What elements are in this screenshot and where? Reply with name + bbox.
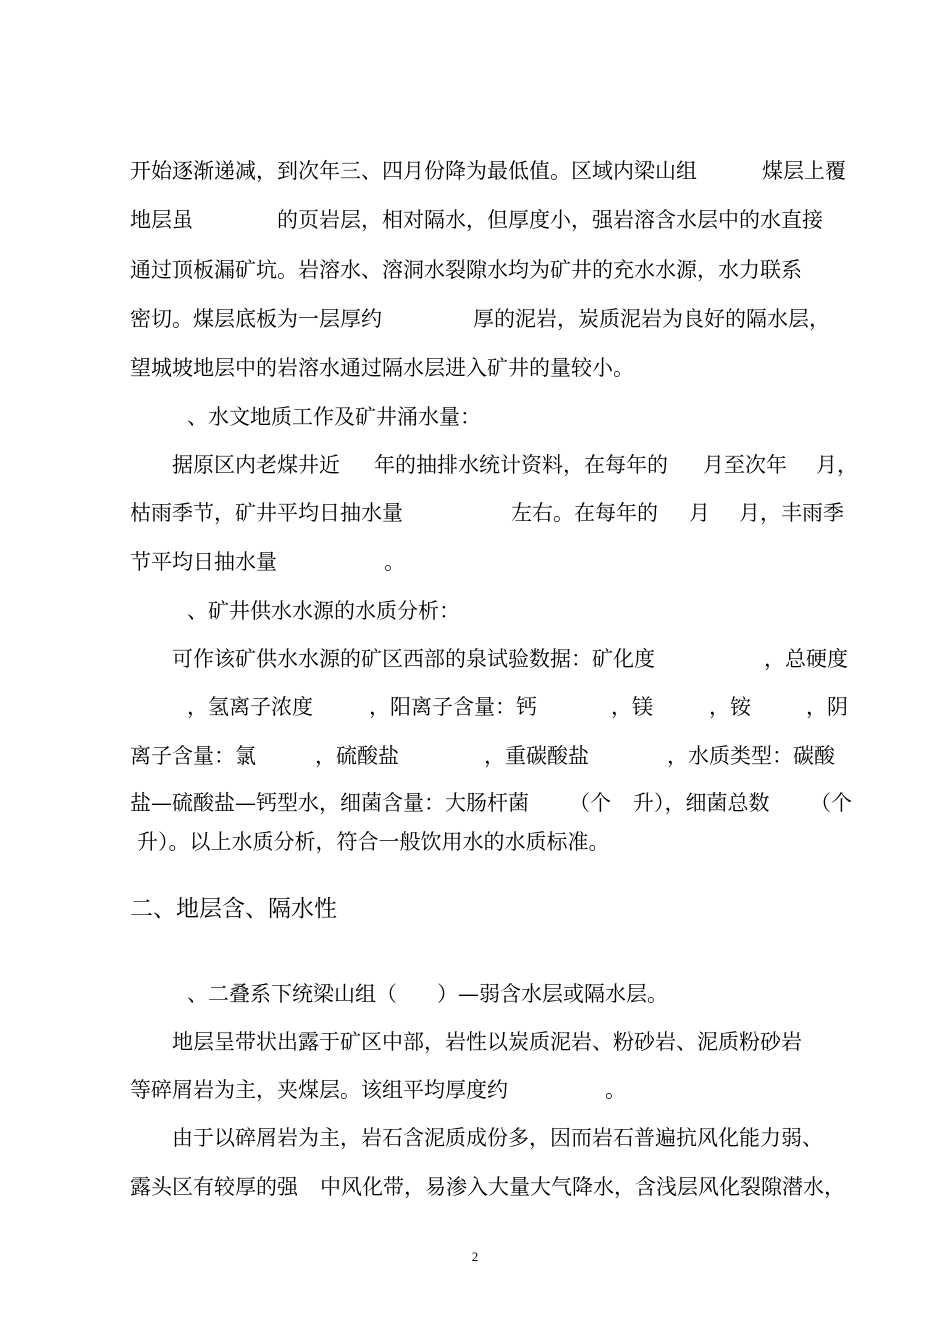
text-line	[0, 203, 950, 237]
text-segment: 望城坡地层中的岩溶水通过隔水层进入矿井的量较小。	[130, 356, 634, 380]
text-segment: 左右。在每年的	[511, 501, 658, 525]
text-segment: ，镁	[611, 695, 653, 719]
text-segment: 密切。煤层底板为一层厚约	[130, 307, 382, 331]
text-line	[0, 642, 950, 676]
text-line	[0, 154, 950, 188]
text-line	[0, 253, 950, 287]
text-line	[0, 977, 950, 1011]
text-segment: 露头区有较厚的强	[130, 1175, 298, 1199]
text-segment: 。	[384, 550, 405, 574]
text-line	[0, 594, 950, 628]
text-line	[0, 545, 950, 579]
text-line	[0, 400, 950, 434]
text-segment: ）—弱含水层或隔水层。	[437, 982, 668, 1006]
text-segment: 厚的泥岩，炭质泥岩为良好的隔水层，	[473, 307, 830, 331]
text-segment: （个	[569, 791, 611, 815]
text-line	[0, 690, 950, 724]
text-segment: 离子含量：氯	[130, 744, 256, 768]
page-number: 2	[471, 1249, 479, 1264]
text-line	[0, 1121, 950, 1155]
text-line	[0, 786, 950, 820]
text-segment: 的页岩层，相对隔水，但厚度小，强岩溶含水层中的水直接	[277, 208, 823, 232]
text-segment: 月	[689, 501, 710, 525]
text-segment: ，硫酸盐	[315, 744, 399, 768]
text-segment: （个	[810, 791, 852, 815]
text-line	[0, 1170, 950, 1204]
text-segment: 月，丰雨季	[739, 501, 844, 525]
text-segment: ，重碳酸盐	[484, 744, 589, 768]
text-segment: 中风化带，易渗入大量大气降水，含浅层风化裂隙潜水，	[320, 1175, 845, 1199]
text-line	[0, 302, 950, 336]
text-line	[0, 825, 950, 859]
section-heading: 二、地层含、隔水性	[130, 896, 337, 922]
text-segment: 据原区内老煤井近	[172, 453, 340, 477]
text-segment: ，铵	[709, 695, 751, 719]
text-segment: 等碎屑岩为主，夹煤层。该组平均厚度约	[130, 1078, 508, 1102]
text-segment: 盐—硫酸盐—钙型水，细菌含量：大肠杆菌	[130, 791, 529, 815]
text-line	[0, 1025, 950, 1059]
text-segment: 枯雨季节，矿井平均日抽水量	[130, 501, 403, 525]
text-segment: 地层虽	[130, 208, 193, 232]
text-segment: 煤层上覆	[762, 159, 846, 183]
text-segment: 升）。以上水质分析，符合一般饮用水的水质标准。	[137, 830, 610, 854]
text-segment: ，氢离子浓度	[187, 695, 313, 719]
text-segment: 升），细菌总数	[633, 791, 770, 815]
text-segment: ，水质类型：碳酸	[667, 744, 835, 768]
text-segment: ，阳离子含量：钙	[369, 695, 537, 719]
text-segment: 开始逐渐递减，到次年三、四月份降为最低值。区域内梁山组	[130, 159, 697, 183]
text-segment: 节平均日抽水量	[130, 550, 277, 574]
text-segment: 月至次年	[703, 453, 787, 477]
text-segment: 、矿井供水水源的水质分析：	[187, 599, 460, 623]
text-segment: 由于以碎屑岩为主，岩石含泥质成份多，因而岩石普遍抗风化能力弱、	[172, 1126, 823, 1150]
text-segment: 通过顶板漏矿坑。岩溶水、溶洞水裂隙水均为矿井的充水水源，水力联系	[130, 258, 802, 282]
text-segment: 、二叠系下统梁山组（	[187, 982, 397, 1006]
text-segment: ，阴	[806, 695, 848, 719]
text-segment: 年的抽排水统计资料，在每年的	[374, 453, 668, 477]
text-segment: 、水文地质工作及矿井涌水量：	[187, 405, 481, 429]
text-line	[0, 1073, 950, 1107]
text-segment: 可作该矿供水水源的矿区西部的泉试验数据：矿化度	[172, 647, 655, 671]
text-line	[0, 496, 950, 530]
text-segment: 。	[605, 1078, 626, 1102]
text-segment: 地层呈带状出露于矿区中部，岩性以炭质泥岩、粉砂岩、泥质粉砂岩	[172, 1030, 802, 1054]
text-segment: 月，	[816, 453, 858, 477]
text-line	[0, 739, 950, 773]
text-line	[0, 351, 950, 385]
text-line	[0, 448, 950, 482]
text-segment: ，总硬度	[764, 647, 848, 671]
